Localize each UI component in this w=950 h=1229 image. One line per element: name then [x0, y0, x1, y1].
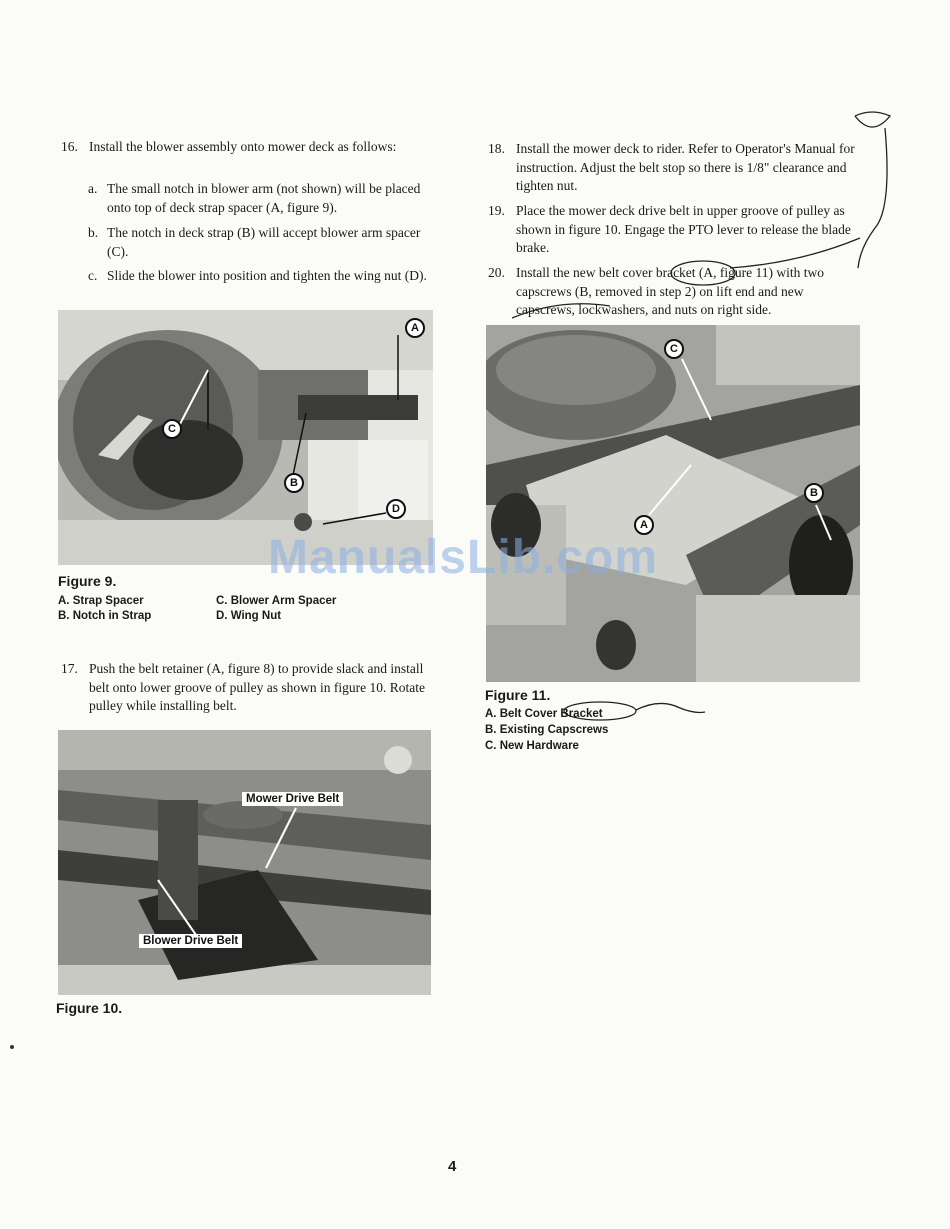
substep-text: Slide the blower into position and tighten the wing nut (D).	[107, 268, 427, 283]
step-text: Install the new belt cover bracket (A, figure 11) with two capscrews (B, removed in step 2) on lift end and new capscrews, lockwashers, and nuts on right side.	[516, 265, 825, 317]
step-number: 17.	[61, 661, 78, 676]
figure-10-photo	[58, 730, 431, 995]
label-blower-drive-belt: Blower Drive Belt	[139, 934, 242, 948]
step-text: Install the mower deck to rider. Refer to Operator's Manual for instruction. Adjust the belt stop so there is 1/8" clearance and tighten nut.	[516, 141, 855, 193]
legend-item: D. Wing Nut	[216, 610, 282, 622]
page-speck	[10, 1045, 14, 1049]
step-number: 19.	[488, 203, 505, 218]
substep-letter: c.	[88, 268, 98, 283]
figure-9-title: Figure 9.	[58, 573, 117, 589]
figure-11-photo	[486, 325, 860, 682]
step-number: 20.	[488, 265, 505, 280]
callout-c: C	[664, 339, 684, 359]
handwritten-annotation	[500, 108, 900, 323]
page-number: 4	[448, 1158, 457, 1175]
step-number: 18.	[488, 141, 505, 156]
legend-item: C. New Hardware	[485, 740, 579, 752]
figure-11-title: Figure 11.	[485, 687, 551, 703]
step-16	[61, 138, 433, 157]
substep-text: The small notch in blower arm (not shown) will be placed onto top of deck strap spacer (A, figure 9).	[107, 181, 421, 215]
figure-10-illustration	[58, 730, 431, 995]
substep-c	[88, 267, 433, 286]
figure-10-title: Figure 10.	[56, 1000, 123, 1016]
substep-letter: a.	[88, 181, 98, 196]
callout-d: D	[386, 499, 406, 519]
callout-b: B	[804, 483, 824, 503]
watermark: ManualsLib.com	[268, 531, 659, 584]
callout-a: A	[634, 515, 654, 535]
callout-b: B	[284, 473, 304, 493]
step-number: 16.	[61, 139, 78, 154]
legend-item: A. Strap Spacer	[58, 595, 144, 607]
figure-9-illustration	[58, 310, 433, 565]
step-17	[61, 660, 433, 716]
step-text: Install the blower assembly onto mower deck as follows:	[89, 139, 397, 154]
figure-9-photo	[58, 310, 433, 565]
substep-letter: b.	[88, 225, 99, 240]
substep-text: The notch in deck strap (B) will accept blower arm spacer (C).	[107, 225, 421, 259]
callout-a: A	[405, 318, 425, 338]
substep-a	[88, 180, 433, 217]
substep-b	[88, 224, 433, 261]
legend-item: C. Blower Arm Spacer	[216, 595, 337, 607]
label-mower-drive-belt: Mower Drive Belt	[242, 792, 343, 806]
step-text: Place the mower deck drive belt in upper groove of pulley as shown in figure 10. Engage the PTO lever to release the blade brake.	[516, 203, 851, 255]
legend-item: B. Notch in Strap	[58, 610, 152, 622]
figure-11-illustration	[486, 325, 860, 682]
callout-c: C	[162, 419, 182, 439]
legend-item: B. Existing Capscrews	[485, 724, 609, 736]
figure-9-legend	[58, 594, 433, 628]
step-text: Push the belt retainer (A, figure 8) to provide slack and install belt onto lower groove of pulley as shown in figure 10. Rotate pulley while installing belt.	[89, 661, 425, 713]
legend-item: A. Belt Cover Bracket	[485, 708, 603, 720]
handwritten-annotation	[560, 698, 710, 724]
